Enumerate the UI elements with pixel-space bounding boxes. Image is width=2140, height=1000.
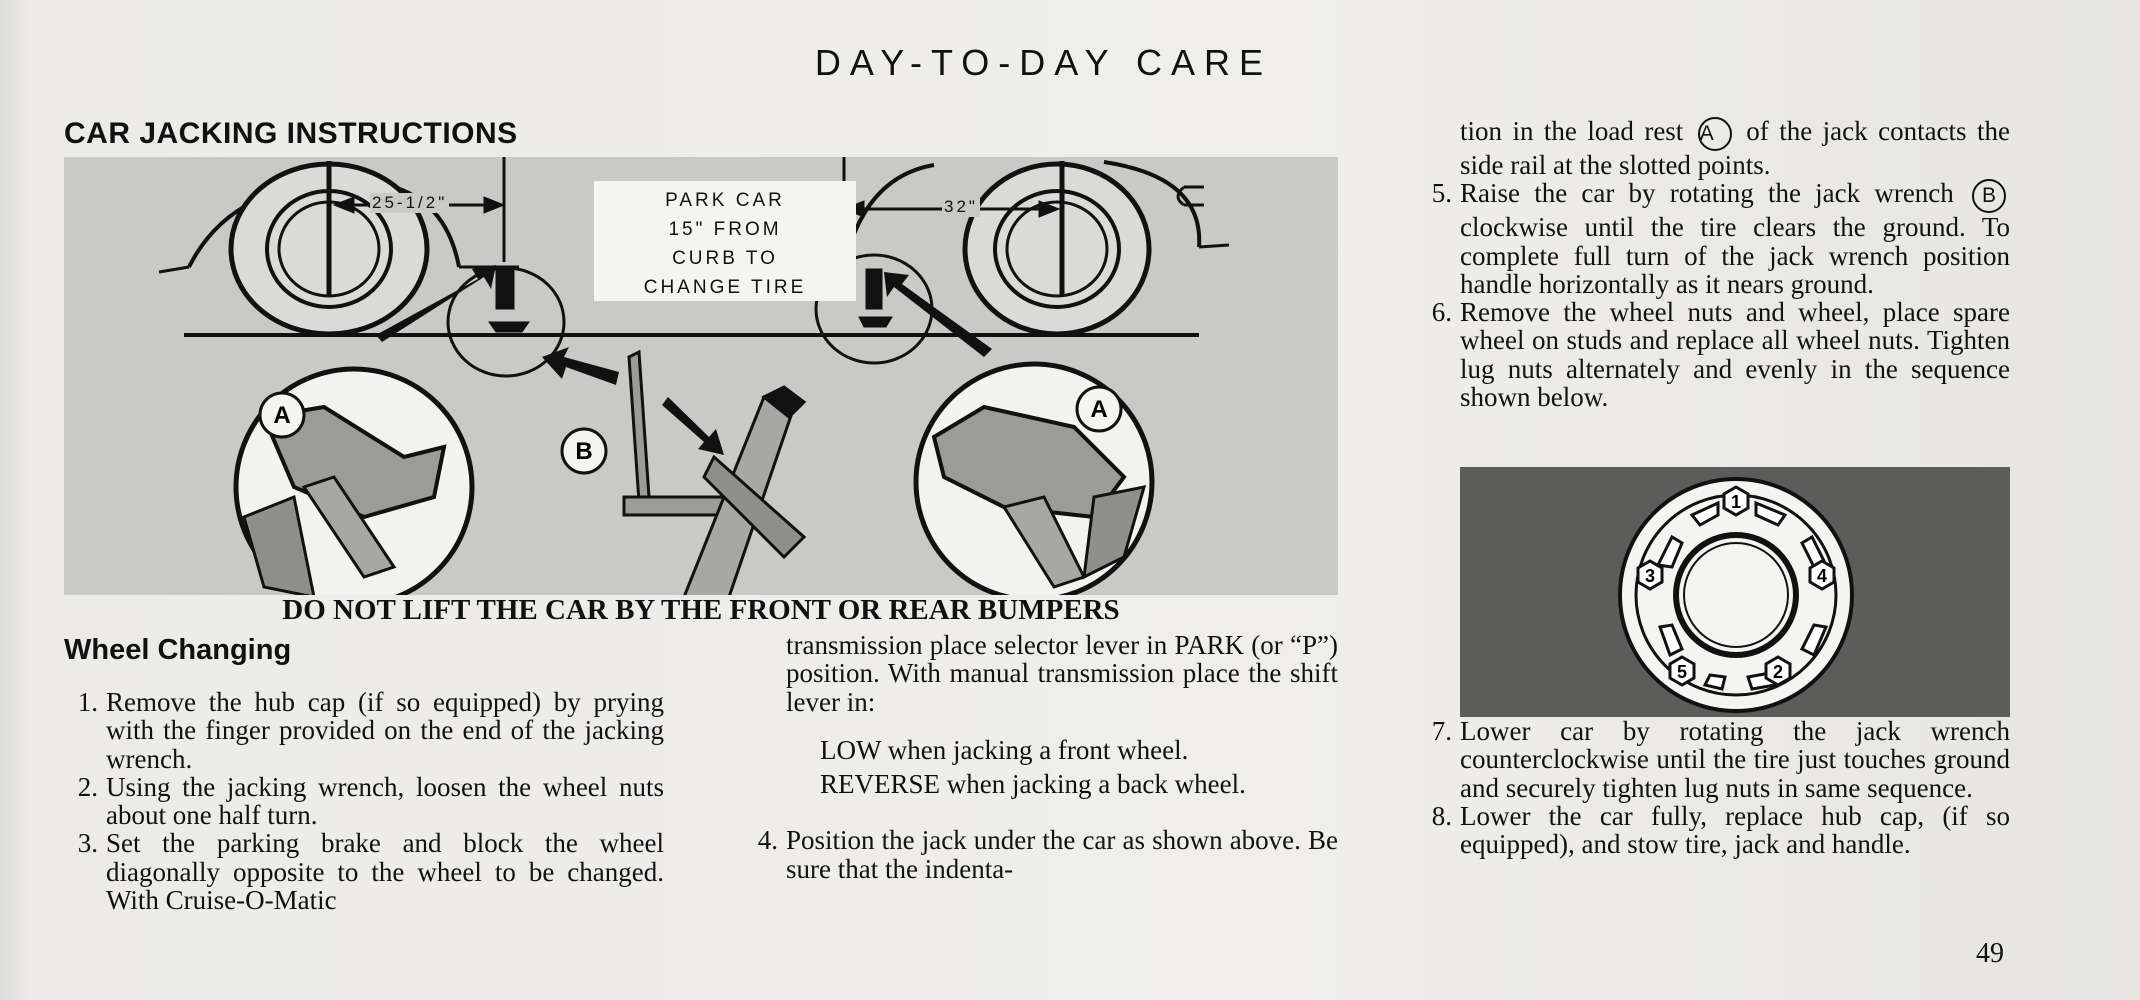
step-number: 8. [1431,800,1452,831]
park-note-line: 15" FROM [668,219,782,240]
step-text: Remove the hub cap (if so equipped) by prying with the finger provided on the end of the jacking wrench. [106,687,664,774]
page-header: DAY-TO-DAY CARE [814,42,1272,83]
step-text: clockwise until the tire clears the ground. To complete full turn of the jack wrench position handle horizontally as it nears ground. [1460,212,2010,299]
rear-dimension-label: 32" [944,197,978,216]
step3-continuation: transmission place selector lever in PARK (or “P”) position. With manual transmission place the shift lever in: [786,630,1338,717]
step-item [64,773,664,830]
lug-nut-label: 4 [1816,566,1828,586]
lug-nut-1 [1724,487,1748,515]
lug-nut-label: 2 [1772,662,1784,682]
label-a-right: A [1090,396,1108,423]
lug-nut-label: 1 [1730,492,1742,512]
steps-column-3 [1418,117,2010,411]
steps-column-1 [64,688,664,914]
section-title: CAR JACKING INSTRUCTIONS [64,117,518,150]
step-number: 5. [1431,178,1452,209]
front-wheel-drawing [159,157,564,376]
step-number: 2. [77,771,98,802]
step-text: Raise the car by rotating the jack wrench [1460,178,1954,209]
wheel-changing-title: Wheel Changing [64,634,292,666]
lug-nut-3 [1638,561,1662,589]
step-item [1418,298,2010,411]
label-a-left: A [273,402,291,429]
step-number: 7. [1431,716,1452,746]
reverse-gear-note: REVERSE when jacking a back wheel. [820,769,1246,800]
step-text: Set the parking brake and block the wheel diagonally opposite to the wheel to be changed. With Cruise-O-Matic [106,828,664,916]
low-gear-note: LOW when jacking a front wheel. [820,734,1189,765]
steps-column-2 [744,631,1338,883]
step-item [1418,179,2010,298]
step-text: Remove the wheel nuts and wheel, place spare wheel on studs and replace all wheel nuts. Tighten lug nuts alternately and evenly in the sequence shown below. [1460,297,2010,413]
label-b: B [575,438,593,465]
jacking-illustration [64,157,1338,595]
lug-nut-2 [1766,657,1790,685]
step-number: 3. [77,828,98,859]
lug-nut-5 [1670,657,1694,685]
step-text: Lower car by rotating the jack wrench counterclockwise until the tire just touches ground and securely tighten lug nuts in same sequence. [1460,716,2010,803]
lug-nut-4 [1810,561,1834,589]
label-a-right-circle [1077,387,1121,431]
step-number: 6. [1431,297,1452,328]
warning-text: DO NOT LIFT THE CAR BY THE FRONT OR REAR BUMPERS [282,594,1120,626]
park-note-line: CURB TO [672,248,778,269]
step-text: Position the jack under the car as shown above. Be sure that the indenta- [786,825,1338,884]
lug-nut-sequence-figure [1460,467,2010,717]
step-item [1418,802,2010,859]
step-item [744,826,1338,883]
step-item [64,829,664,914]
park-note-line: CHANGE TIRE [643,277,807,298]
step-number: 4. [757,825,778,856]
label-b-circle [562,429,606,473]
step-item [64,688,664,773]
lug-nut-label: 3 [1644,566,1656,586]
label-b-inline: B [1972,179,2006,213]
jack-and-wrench [624,352,804,595]
lug-nut-svg [1460,467,2010,717]
step-number: 1. [77,687,98,717]
step-text: Lower the car fully, replace hub cap, (if so equipped), and stow tire, jack and handle. [1460,800,2010,860]
continuation-text: of the jack contacts the side rail at the slotted points. [1460,116,2010,180]
label-a-inline: A [1698,117,1732,151]
step4-continuation [1418,117,2010,179]
front-dimension-label: 25-1/2" [372,193,448,212]
rear-wheel-drawing [816,157,1229,363]
label-a-left-circle [260,393,304,437]
steps-column-3-continued [1418,717,2010,858]
continuation-text: tion in the load rest [1460,116,1684,147]
park-car-note [594,181,856,301]
step-text: Using the jacking wrench, loosen the wheel nuts about one half turn. [106,771,664,831]
page-number: 49 [1976,938,2004,969]
park-note-line: PARK CAR [665,190,785,211]
lug-nut-label: 5 [1676,662,1688,682]
step-item [1418,717,2010,802]
